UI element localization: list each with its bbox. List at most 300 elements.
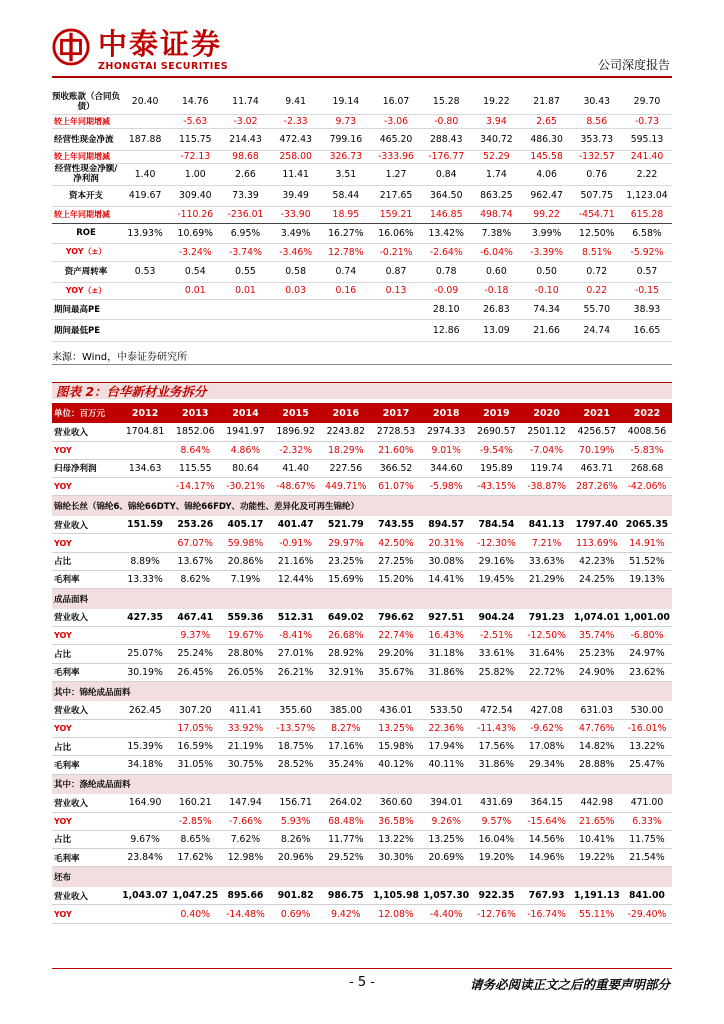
section-row: [52, 496, 672, 516]
table-cell: -2.32%: [271, 441, 321, 459]
section-title: 其中：涤纶成品面料: [52, 774, 672, 794]
table-cell: -15.64%: [522, 812, 572, 830]
table-cell: -33.90: [271, 206, 321, 223]
row-label: 占比: [52, 738, 120, 756]
table-row: [52, 663, 672, 681]
table-cell: 19.20%: [471, 849, 521, 867]
table-cell: 26.68%: [321, 627, 371, 645]
table-cell: 419.67: [120, 185, 170, 206]
table-cell: 30.19%: [120, 663, 170, 681]
table-cell: 0.55: [220, 261, 270, 282]
table-cell: 35.67%: [371, 663, 421, 681]
table-cell: 31.05%: [170, 756, 220, 774]
table-cell: -14.48%: [220, 905, 270, 923]
table-cell: 12.44%: [271, 570, 321, 588]
table-cell: [120, 150, 170, 163]
row-label: 占比: [52, 830, 120, 848]
table-cell: 385.00: [321, 701, 371, 719]
table-cell: 1,001.00: [622, 609, 672, 627]
table-cell: 0.50: [522, 261, 572, 282]
table-cell: -176.77: [421, 150, 471, 163]
table-cell: 19.45%: [471, 570, 521, 588]
table-cell: 21.16%: [271, 552, 321, 570]
table-cell: 16.65: [622, 319, 672, 341]
table-cell: 30.08%: [421, 552, 471, 570]
table-cell: 307.20: [170, 701, 220, 719]
table-cell: 2.66: [220, 163, 270, 185]
table-cell: 146.85: [421, 206, 471, 223]
table-row: [52, 299, 672, 319]
table-cell: 512.31: [271, 609, 321, 627]
footer-divider: [52, 968, 672, 969]
table-cell: 25.24%: [170, 645, 220, 663]
table-cell: 1,191.13: [572, 887, 622, 905]
table-cell: [120, 719, 170, 737]
table-cell: 22.72%: [522, 663, 572, 681]
table-cell: 1,057.30: [421, 887, 471, 905]
table-cell: 23.84%: [120, 849, 170, 867]
table-cell: 14.76: [170, 90, 220, 114]
table-cell: 21.87: [522, 90, 572, 114]
table-cell: 29.34%: [522, 756, 572, 774]
table-cell: 98.68: [220, 150, 270, 163]
table-cell: 3.99%: [522, 223, 572, 243]
business-breakdown-table: [52, 403, 672, 924]
table-row: [52, 441, 672, 459]
table-cell: 17.05%: [170, 719, 220, 737]
row-label: YOY: [52, 627, 120, 645]
table-cell: 21.54%: [622, 849, 672, 867]
table-cell: -12.50%: [522, 627, 572, 645]
row-label: 营业收入: [52, 794, 120, 812]
table-cell: 28.10: [421, 299, 471, 319]
table-cell: [120, 319, 170, 341]
table-cell: 6.58%: [622, 223, 672, 243]
row-label: 营业收入: [52, 887, 120, 905]
table-cell: 28.92%: [321, 645, 371, 663]
table-cell: 26.05%: [220, 663, 270, 681]
table-cell: -13.57%: [271, 719, 321, 737]
table-cell: 1,105.98: [371, 887, 421, 905]
table-cell: 615.28: [622, 206, 672, 223]
table-cell: -12.76%: [471, 905, 521, 923]
table-cell: -3.46%: [271, 243, 321, 261]
table-cell: 33.61%: [471, 645, 521, 663]
table-cell: 14.56%: [522, 830, 572, 848]
row-label: 毛利率: [52, 849, 120, 867]
table-cell: -3.06: [371, 114, 421, 128]
row-label: 较上年同期增减: [52, 206, 120, 223]
table-cell: 2501.12: [522, 423, 572, 441]
table-cell: 38.93: [622, 299, 672, 319]
table-cell: 36.58%: [371, 812, 421, 830]
financial-indicators-table: [52, 90, 672, 342]
table-cell: 18.29%: [321, 441, 371, 459]
table-cell: 15.39%: [120, 738, 170, 756]
table-cell: [120, 206, 170, 223]
table-cell: 1.74: [471, 163, 521, 185]
table-cell: 19.22%: [572, 849, 622, 867]
table-row: [52, 552, 672, 570]
table-cell: 15.69%: [321, 570, 371, 588]
row-label: 营业收入: [52, 701, 120, 719]
table-cell: 30.30%: [371, 849, 421, 867]
table-cell: -29.40%: [622, 905, 672, 923]
table-cell: -48.67%: [271, 478, 321, 496]
row-label: 毛利率: [52, 663, 120, 681]
row-label: YOY: [52, 812, 120, 830]
table-cell: 366.52: [371, 459, 421, 477]
table-cell: 258.00: [271, 150, 321, 163]
table-cell: 530.00: [622, 701, 672, 719]
table-cell: 30.75%: [220, 756, 270, 774]
row-label: YOY（±）: [52, 282, 120, 299]
table-cell: 34.18%: [120, 756, 170, 774]
table-cell: 16.27%: [321, 223, 371, 243]
row-label: 期间最低PE: [52, 319, 120, 341]
table-cell: 59.98%: [220, 534, 270, 552]
table-cell: 214.43: [220, 128, 270, 150]
row-label: YOY: [52, 441, 120, 459]
table-cell: 21.60%: [371, 441, 421, 459]
table-cell: 20.69%: [421, 849, 471, 867]
table-cell: 1.27: [371, 163, 421, 185]
table-cell: 17.08%: [522, 738, 572, 756]
table-cell: 521.79: [321, 516, 371, 534]
year-header: 2022: [622, 403, 672, 423]
zhongtai-logo-icon: [52, 28, 90, 66]
section-row: [52, 774, 672, 794]
table-cell: 16.59%: [170, 738, 220, 756]
table-cell: -110.26: [170, 206, 220, 223]
table-cell: 9.67%: [120, 830, 170, 848]
table-cell: 841.00: [622, 887, 672, 905]
row-label: 期间最高PE: [52, 299, 120, 319]
table-cell: [120, 905, 170, 923]
table-cell: -2.33: [271, 114, 321, 128]
table-cell: 288.43: [421, 128, 471, 150]
table-cell: 25.82%: [471, 663, 521, 681]
table-cell: [170, 319, 220, 341]
table-cell: 767.93: [522, 887, 572, 905]
row-label: YOY: [52, 719, 120, 737]
table-cell: 13.42%: [421, 223, 471, 243]
table-row: [52, 719, 672, 737]
table-cell: 1,043.07: [120, 887, 170, 905]
table-cell: 9.42%: [321, 905, 371, 923]
table-cell: -7.04%: [522, 441, 572, 459]
table-cell: 4256.57: [572, 423, 622, 441]
table-cell: 39.49: [271, 185, 321, 206]
table-cell: 19.14: [321, 90, 371, 114]
table-row: [52, 645, 672, 663]
table-cell: -454.71: [572, 206, 622, 223]
table-cell: 344.60: [421, 459, 471, 477]
table-row: [52, 570, 672, 588]
table-cell: 841.13: [522, 516, 572, 534]
table-cell: 227.56: [321, 459, 371, 477]
table-cell: 115.75: [170, 128, 220, 150]
table-cell: 6.95%: [220, 223, 270, 243]
table-cell: 405.17: [220, 516, 270, 534]
table-cell: 113.69%: [572, 534, 622, 552]
table-cell: 13.33%: [120, 570, 170, 588]
table-row: [52, 128, 672, 150]
table-cell: 27.01%: [271, 645, 321, 663]
table-cell: [120, 478, 170, 496]
table-cell: 1896.92: [271, 423, 321, 441]
table-cell: 17.94%: [421, 738, 471, 756]
table-cell: [321, 319, 371, 341]
table-cell: 20.40: [120, 90, 170, 114]
row-label: 毛利率: [52, 756, 120, 774]
table-cell: 0.54: [170, 261, 220, 282]
table-cell: 40.12%: [371, 756, 421, 774]
row-label: 较上年同期增减: [52, 114, 120, 128]
table-cell: -132.57: [572, 150, 622, 163]
figure-title: 图表 2：台华新材业务拆分: [52, 382, 672, 399]
table-cell: [120, 812, 170, 830]
table-cell: 986.75: [321, 887, 371, 905]
table-cell: 70.19%: [572, 441, 622, 459]
row-label: YOY: [52, 478, 120, 496]
table-cell: -4.40%: [421, 905, 471, 923]
table-cell: [120, 441, 170, 459]
table-cell: 0.74: [321, 261, 371, 282]
table-cell: -0.91%: [271, 534, 321, 552]
table-cell: -14.17%: [170, 478, 220, 496]
table-cell: 559.36: [220, 609, 270, 627]
row-label: 较上年同期增减: [52, 150, 120, 163]
table-cell: 498.74: [471, 206, 521, 223]
table-cell: 21.66: [522, 319, 572, 341]
table-cell: [371, 319, 421, 341]
table-cell: 0.76: [572, 163, 622, 185]
table-cell: 436.01: [371, 701, 421, 719]
table-cell: 24.25%: [572, 570, 622, 588]
table-cell: 12.86: [421, 319, 471, 341]
table-cell: -0.73: [622, 114, 672, 128]
table-cell: 0.58: [271, 261, 321, 282]
table-cell: 1797.40: [572, 516, 622, 534]
table-cell: 1941.97: [220, 423, 270, 441]
section-row: [52, 681, 672, 701]
table-cell: 4008.56: [622, 423, 672, 441]
table-cell: 11.41: [271, 163, 321, 185]
table-cell: 5.93%: [271, 812, 321, 830]
table-cell: 13.25%: [371, 719, 421, 737]
table-cell: -9.54%: [471, 441, 521, 459]
table-cell: -2.64%: [421, 243, 471, 261]
table-row: [52, 114, 672, 128]
table-cell: 9.01%: [421, 441, 471, 459]
table-cell: -30.21%: [220, 478, 270, 496]
table-cell: -236.01: [220, 206, 270, 223]
table-cell: 3.49%: [271, 223, 321, 243]
table-cell: 17.56%: [471, 738, 521, 756]
table-cell: 15.98%: [371, 738, 421, 756]
table-cell: 0.53: [120, 261, 170, 282]
table-cell: 35.74%: [572, 627, 622, 645]
table-cell: 12.50%: [572, 223, 622, 243]
table-cell: 2690.57: [471, 423, 521, 441]
table-cell: 187.88: [120, 128, 170, 150]
table-cell: 631.03: [572, 701, 622, 719]
table-cell: 8.26%: [271, 830, 321, 848]
table-cell: 2.22: [622, 163, 672, 185]
section-row: [52, 867, 672, 887]
table-cell: 42.50%: [371, 534, 421, 552]
table-cell: -16.74%: [522, 905, 572, 923]
table-cell: 0.84: [421, 163, 471, 185]
year-header: 2021: [572, 403, 622, 423]
table-cell: 25.07%: [120, 645, 170, 663]
table-cell: 14.41%: [421, 570, 471, 588]
table-cell: 20.86%: [220, 552, 270, 570]
table-cell: 353.73: [572, 128, 622, 150]
table-cell: 20.31%: [421, 534, 471, 552]
table-cell: 15.20%: [371, 570, 421, 588]
table-cell: -0.10: [522, 282, 572, 299]
table-cell: 287.26%: [572, 478, 622, 496]
table-cell: 13.09: [471, 319, 521, 341]
table-cell: 31.64%: [522, 645, 572, 663]
table-cell: 364.50: [421, 185, 471, 206]
table-cell: 22.74%: [371, 627, 421, 645]
table-row: [52, 794, 672, 812]
row-label: 经营性现金净额/净利润: [52, 163, 120, 185]
table-cell: [220, 299, 270, 319]
table-cell: 47.76%: [572, 719, 622, 737]
table-cell: 1.00: [170, 163, 220, 185]
table-cell: -0.18: [471, 282, 521, 299]
table-cell: 14.82%: [572, 738, 622, 756]
table-cell: 15.28: [421, 90, 471, 114]
table-cell: 894.57: [421, 516, 471, 534]
table-cell: -5.63: [170, 114, 220, 128]
table-cell: 24.90%: [572, 663, 622, 681]
table-cell: 743.55: [371, 516, 421, 534]
table-cell: 29.20%: [371, 645, 421, 663]
table-cell: 895.66: [220, 887, 270, 905]
table-cell: 61.07%: [371, 478, 421, 496]
table-cell: -0.09: [421, 282, 471, 299]
table-cell: 8.65%: [170, 830, 220, 848]
table-cell: [371, 299, 421, 319]
table-cell: -3.74%: [220, 243, 270, 261]
table-cell: 0.60: [471, 261, 521, 282]
table-cell: 33.63%: [522, 552, 572, 570]
table-row: [52, 478, 672, 496]
row-label: ROE: [52, 223, 120, 243]
table-cell: 8.56: [572, 114, 622, 128]
table-cell: 26.83: [471, 299, 521, 319]
table-cell: 3.94: [471, 114, 521, 128]
table-cell: 13.25%: [421, 830, 471, 848]
table-row: [52, 185, 672, 206]
table-row: [52, 319, 672, 341]
table-cell: 16.43%: [421, 627, 471, 645]
table-cell: -6.80%: [622, 627, 672, 645]
table-row: [52, 830, 672, 848]
table-cell: 8.62%: [170, 570, 220, 588]
table-cell: 394.01: [421, 794, 471, 812]
table-cell: 9.73: [321, 114, 371, 128]
table-cell: 55.70: [572, 299, 622, 319]
table-cell: 16.06%: [371, 223, 421, 243]
table-cell: 427.35: [120, 609, 170, 627]
table-cell: 19.22: [471, 90, 521, 114]
table-cell: -3.39%: [522, 243, 572, 261]
table-cell: [120, 299, 170, 319]
logo-chinese-name: 中泰证券: [98, 27, 223, 61]
table-cell: [120, 243, 170, 261]
table-cell: 115.55: [170, 459, 220, 477]
table-cell: 51.52%: [622, 552, 672, 570]
table-row: [52, 423, 672, 441]
table-cell: 159.21: [371, 206, 421, 223]
table-cell: 2974.33: [421, 423, 471, 441]
table-cell: 2.65: [522, 114, 572, 128]
page-header: [0, 0, 724, 86]
table-cell: 6.33%: [622, 812, 672, 830]
section-row: [52, 589, 672, 609]
table-cell: 0.87: [371, 261, 421, 282]
table-cell: 7.21%: [522, 534, 572, 552]
table-cell: [120, 627, 170, 645]
table-cell: [271, 319, 321, 341]
table-cell: -8.41%: [271, 627, 321, 645]
table-cell: 40.11%: [421, 756, 471, 774]
table-cell: 29.70: [622, 90, 672, 114]
table-row: [52, 905, 672, 923]
table-cell: 73.39: [220, 185, 270, 206]
table-cell: 4.06: [522, 163, 572, 185]
table-cell: 17.62%: [170, 849, 220, 867]
table-cell: 11.75%: [622, 830, 672, 848]
section-title: 成品面料: [52, 589, 672, 609]
table-cell: 12.78%: [321, 243, 371, 261]
logo-english-name: ZHONGTAI SECURITIES: [98, 61, 229, 72]
table-cell: 799.16: [321, 128, 371, 150]
table-cell: 21.29%: [522, 570, 572, 588]
table-cell: 0.01: [170, 282, 220, 299]
table-cell: 25.47%: [622, 756, 672, 774]
year-header: 2012: [120, 403, 170, 423]
header-divider: [52, 76, 672, 78]
table-row: [52, 223, 672, 243]
table-cell: 18.95: [321, 206, 371, 223]
table-cell: 19.67%: [220, 627, 270, 645]
table-cell: 58.44: [321, 185, 371, 206]
table-cell: 9.37%: [170, 627, 220, 645]
table-row: [52, 887, 672, 905]
row-label: 资产周转率: [52, 261, 120, 282]
table-cell: 12.98%: [220, 849, 270, 867]
table-cell: 22.36%: [421, 719, 471, 737]
table-cell: 442.98: [572, 794, 622, 812]
table-cell: 262.45: [120, 701, 170, 719]
year-header: 2019: [471, 403, 521, 423]
row-label: 营业收入: [52, 609, 120, 627]
table-cell: 595.13: [622, 128, 672, 150]
table-cell: 463.71: [572, 459, 622, 477]
table-cell: 467.41: [170, 609, 220, 627]
table-row: [52, 534, 672, 552]
report-type: 公司深度报告: [597, 58, 670, 72]
table-cell: 796.62: [371, 609, 421, 627]
source-divider: [52, 364, 672, 365]
